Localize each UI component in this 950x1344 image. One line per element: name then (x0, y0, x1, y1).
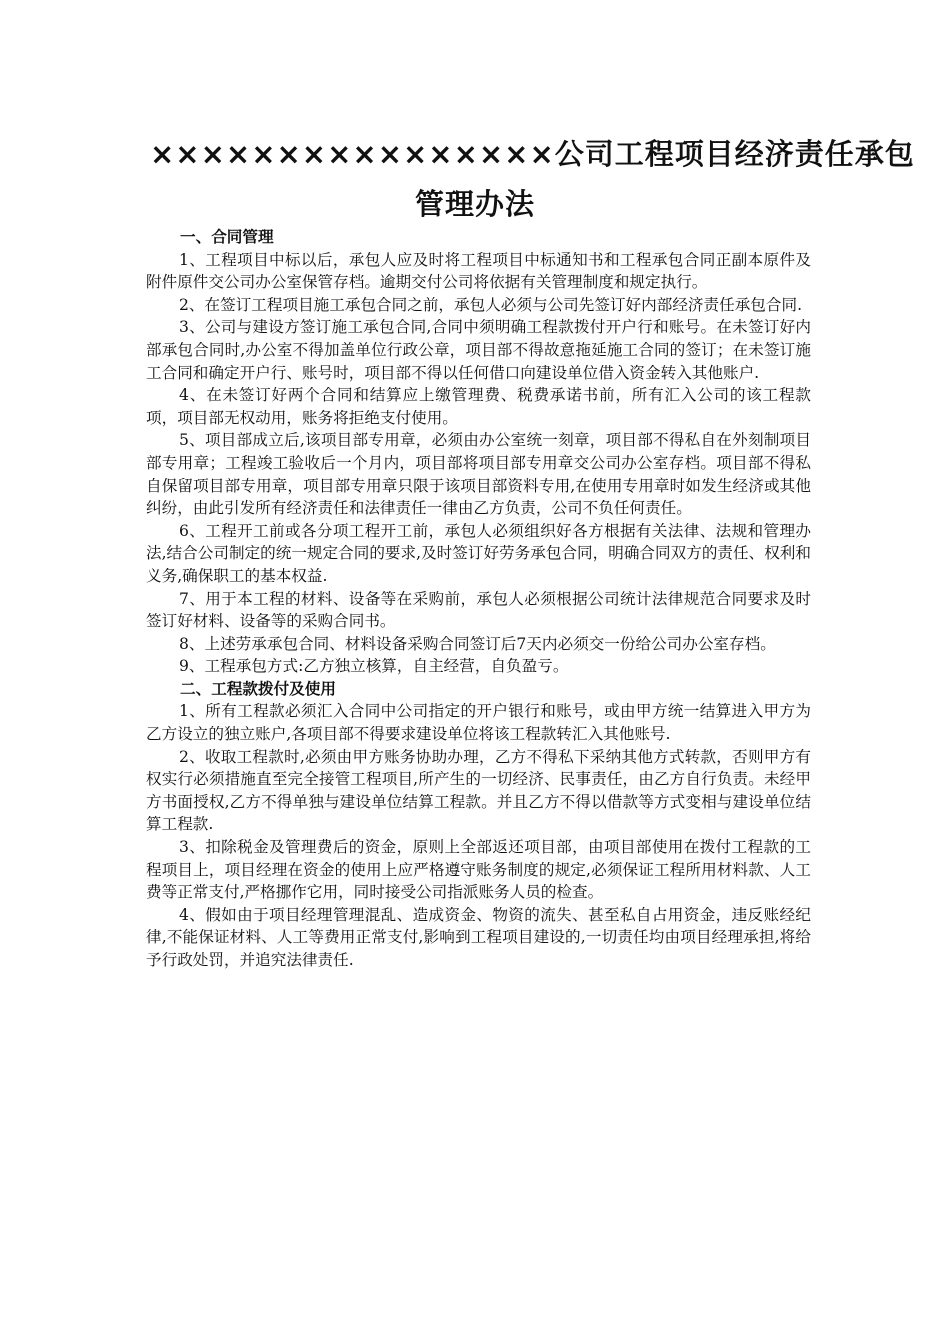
paragraph: 7、用于本工程的材料、设备等在采购前，承包人必须根据公司统计法律规范合同要求及时签订好材料、设备等的采购合同书。 (146, 589, 811, 631)
section-heading-payment-and-use: 二、工程款拨付及使用 (180, 679, 336, 698)
document-body (146, 226, 811, 972)
paragraph: 5、项目部成立后,该项目部专用章，必须由办公室统一刻章，项目部不得私自在外刻制项目部专用章；工程竣工验收后一个月内，项目部将项目部专用章交公司办公室存档。项目部不得私自保留项目部专用章，项目部专用章只限于该项目部资料专用,在使用专用章时如发生经济或其他纠纷，由此引发所有经济责任和法律责任一律由乙方负责，公司不负任何责任。 (146, 431, 811, 518)
document-title-line2: 管理办法 (414, 187, 535, 221)
paragraph: 6、工程开工前或各分项工程开工前，承包人必须组织好各方根据有关法律、法规和管理办法,结合公司制定的统一规定合同的要求,及时签订好劳务承包合同，明确合同双方的责任、权利和义务,确保职工的基本权益. (146, 521, 811, 585)
document-title-line1: ××××××××××××××××公司工程项目经济责任承包 (150, 137, 915, 171)
paragraph: 4、假如由于项目经理管理混乱、造成资金、物资的流失、甚至私自占用资金，违反账经纪律,不能保证材料、人工等费用正常支付,影响到工程项目建设的,一切责任均由项目经理承担,将给予行政处罚，并追究法律责任. (146, 905, 811, 969)
paragraph: 3、公司与建设方签订施工承包合同,合同中须明确工程款拨付开户行和账号。在未签订好内部承包合同时,办公室不得加盖单位行政公章，项目部不得故意拖延施工合同的签订；在未签订施工合同和确定开户行、账号时，项目部不得以任何借口向建设单位借入资金转入其他账户. (146, 318, 811, 382)
paragraph: 3、扣除税金及管理费后的资金，原则上全部返还项目部，由项目部使用在拨付工程款的工程项目上，项目经理在资金的使用上应严格遵守账务制度的规定,必须保证工程所用材料款、人工费等正常支付,严格挪作它用，同时接受公司指派账务人员的检查。 (146, 838, 811, 902)
paragraph: 2、收取工程款时,必须由甲方账务协助办理，乙方不得私下采纳其他方式转款，否则甲方有权实行必须措施直至完全接管工程项目,所产生的一切经济、民事责任，由乙方自行负责。未经甲方书面授权,乙方不得单独与建设单位结算工程款。并且乙方不得以借款等方式变相与建设单位结算工程款. (146, 747, 811, 834)
paragraph: 2、在签订工程项目施工承包合同之前，承包人必须与公司先签订好内部经济责任承包合同. (179, 295, 803, 314)
paragraph: 8、上述劳承承包合同、材料设备采购合同签订后7天内必须交一份给公司办公室存档。 (179, 634, 776, 653)
paragraph: 1、工程项目中标以后，承包人应及时将工程项目中标通知书和工程承包合同正副本原件及附件原件交公司办公室保管存档。逾期交付公司将依据有关管理制度和规定执行。 (146, 250, 811, 292)
paragraph: 9、工程承包方式:乙方独立核算，自主经营，自负盈亏。 (179, 657, 569, 676)
paragraph: 4、在未签订好两个合同和结算应上缴管理费、税费承诺书前，所有汇入公司的该工程款项，项目部无权动用，账务将拒绝支付使用。 (146, 386, 811, 427)
paragraph: 1、所有工程款必须汇入合同中公司指定的开户银行和账号，或由甲方统一结算进入甲方为乙方设立的独立账户,各项目部不得要求建设单位将该工程款转汇入其他账号. (146, 702, 811, 744)
section-heading-contract-management: 一、合同管理 (180, 228, 274, 246)
